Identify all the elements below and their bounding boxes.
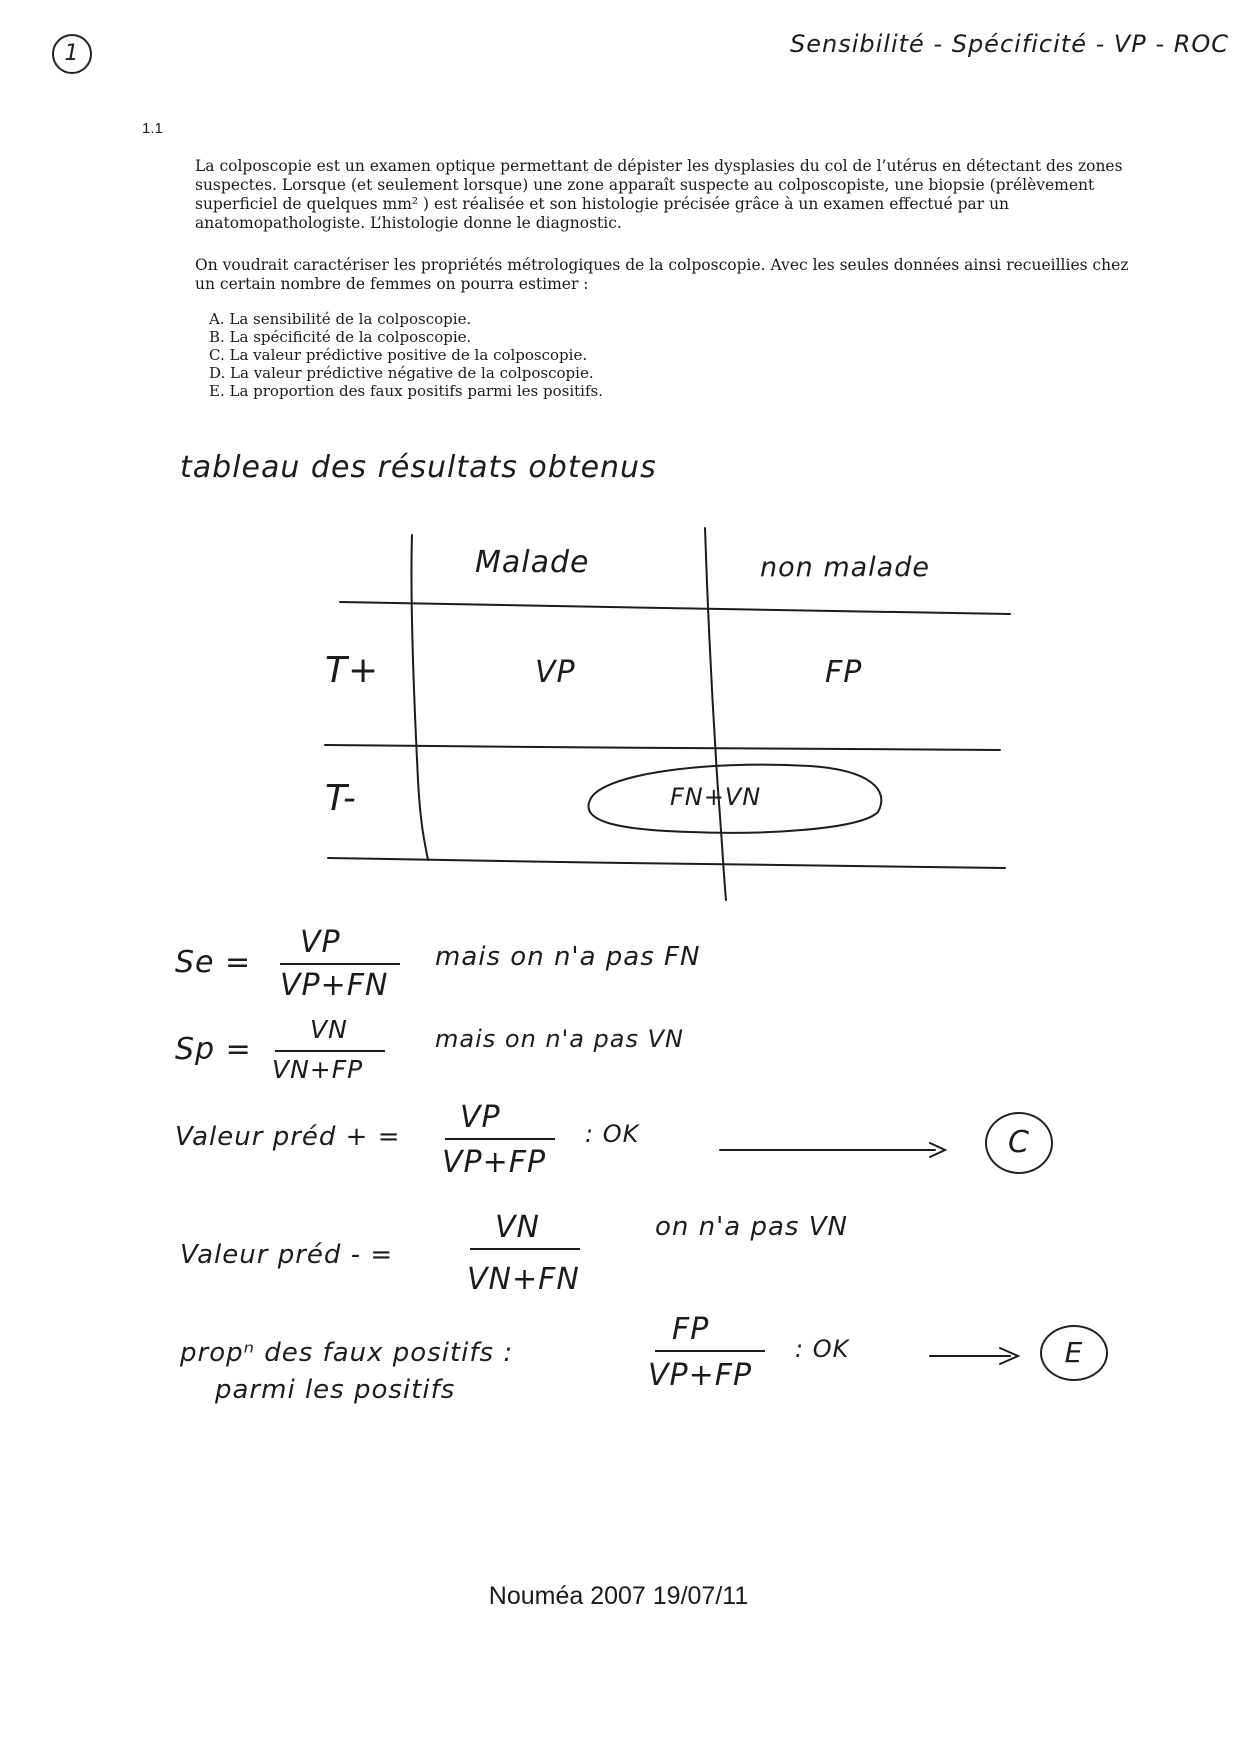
cell-vp: VP <box>535 655 576 690</box>
footer-location-date: Nouméa 2007 19/07/11 <box>488 1582 749 1610</box>
prop-fraction-bar <box>655 1350 765 1352</box>
row-header-tpos: T+ <box>325 650 380 691</box>
cell-fn-vn: FN+VN <box>670 783 762 811</box>
col-header-non-malade: non malade <box>760 552 930 583</box>
page-number-circle: 1 <box>52 34 92 74</box>
vpp-label: Valeur préd + = <box>175 1122 401 1152</box>
vpn-numerator: VN <box>495 1210 540 1245</box>
vpn-label: Valeur préd - = <box>180 1240 394 1270</box>
vpp-denominator: VP+FP <box>442 1145 547 1180</box>
cell-fp: FP <box>825 655 863 690</box>
prop-numerator: FP <box>672 1312 710 1347</box>
question-paragraph-1: La colposcopie est un examen optique permettant de dépister les dysplasies du col de l’utérus en détectant des zones suspectes. Lorsque (et seulement lorsque) une zone apparaît suspecte au colposcopiste, une biopsie (prélèvement superficiel de quelques mm² ) est réalisée et son histologie précisée grâce à un examen effectué par un anatomopathologiste. L’histologie donne le diagnostic. <box>195 157 1123 232</box>
sp-denominator: VN+FP <box>272 1055 364 1084</box>
table-horizontal-line-3 <box>328 858 1005 868</box>
prop-label-line-2: parmi les positifs <box>215 1375 456 1405</box>
vpp-note: : OK <box>585 1120 640 1148</box>
vpp-numerator: VP <box>460 1100 501 1135</box>
se-fraction-bar <box>280 963 400 965</box>
vpn-fraction-bar <box>470 1248 580 1250</box>
sp-numerator: VN <box>310 1015 348 1044</box>
se-denominator: VP+FN <box>280 968 389 1003</box>
sp-label: Sp = <box>175 1032 252 1067</box>
col-header-malade: Malade <box>475 545 590 580</box>
answer-c-circled: C <box>985 1112 1053 1174</box>
vpn-note: on n'a pas VN <box>655 1212 848 1242</box>
prop-denominator: VP+FP <box>648 1358 753 1393</box>
row-header-tneg: T- <box>325 778 357 819</box>
table-horizontal-line-2 <box>325 745 1000 750</box>
se-note: mais on n'a pas FN <box>435 942 701 972</box>
sp-note: mais on n'a pas VN <box>435 1025 684 1053</box>
se-label: Se = <box>175 945 252 980</box>
vpn-denominator: VN+FN <box>467 1262 580 1297</box>
option-a: A. La sensibilité de la colposcopie. <box>209 310 472 328</box>
table-horizontal-line-1 <box>340 602 1010 614</box>
table-vertical-line-left <box>411 535 428 860</box>
question-paragraph-2: On voudrait caractériser les propriétés métrologiques de la colposcopie. Avec les seules données ainsi recueillies chez un certain nombre de femmes on pourra estimer : <box>195 256 1129 293</box>
option-c: C. La valeur prédictive positive de la colposcopie. <box>209 346 588 364</box>
table-vertical-line-right <box>705 528 726 900</box>
answer-e-circled: E <box>1040 1325 1108 1381</box>
prop-label-line-1: propⁿ des faux positifs : <box>180 1338 514 1368</box>
sp-fraction-bar <box>275 1050 385 1052</box>
option-b: B. La spécificité de la colposcopie. <box>209 328 472 346</box>
option-d: D. La valeur prédictive négative de la colposcopie. <box>209 364 594 382</box>
option-e: E. La proportion des faux positifs parmi les positifs. <box>209 382 603 400</box>
page-title-handwritten: Sensibilité - Spécificité - VP - ROC <box>790 30 1230 58</box>
vpp-fraction-bar <box>445 1138 555 1140</box>
question-number: 1.1 <box>142 120 163 137</box>
table-caption: tableau des résultats obtenus <box>180 450 657 485</box>
se-numerator: VP <box>300 925 341 960</box>
prop-note: : OK <box>795 1335 850 1363</box>
